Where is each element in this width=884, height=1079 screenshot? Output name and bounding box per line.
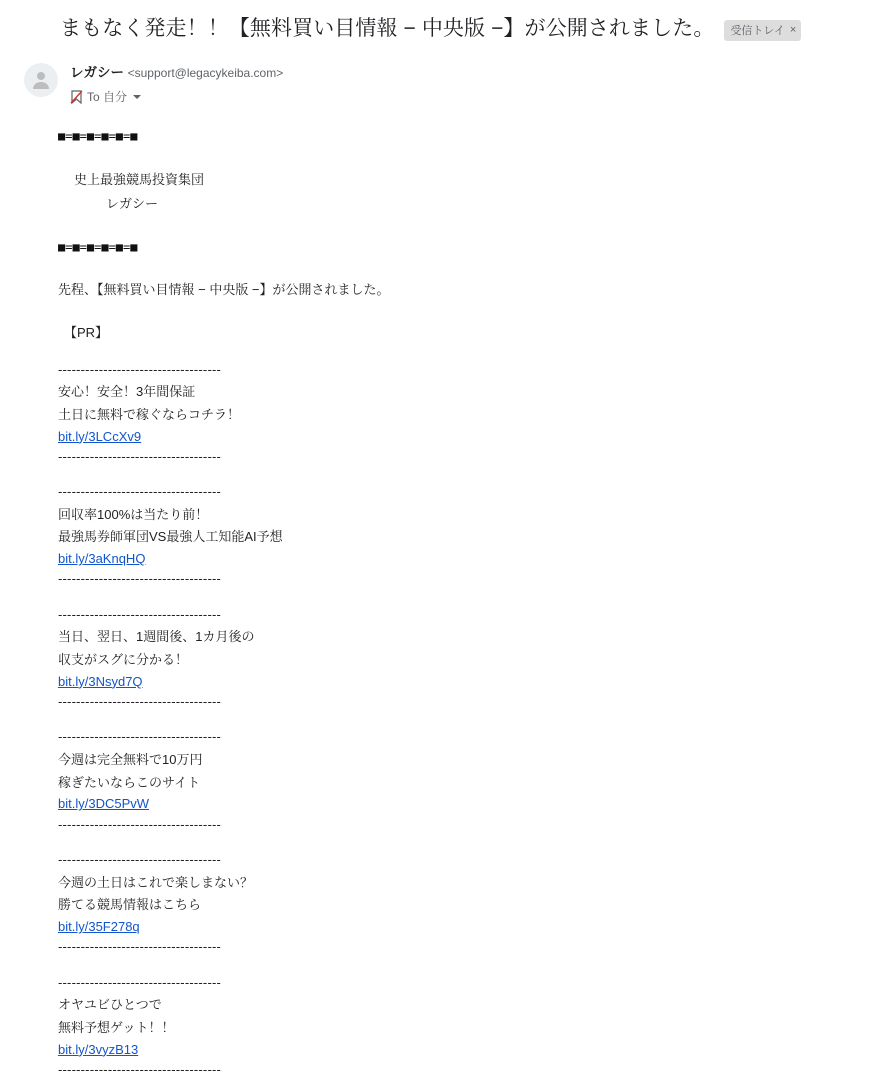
divider: ------------------------------------	[58, 816, 222, 832]
ad-line-1: オヤユビひとつで	[58, 997, 162, 1013]
ad-line-2: 稼ぎたいならこのサイト	[58, 774, 201, 790]
sender-email: <support@legacykeiba.com>	[127, 66, 284, 81]
ad-line-1: 回収率100%は当たり前！	[58, 506, 209, 522]
ad-link[interactable]: bit.ly/3aKnqHQ	[58, 551, 146, 567]
subject-row	[24, 14, 860, 43]
ad-line-2: 収支がスグに分かる！	[58, 652, 189, 668]
divider: ------------------------------------	[58, 693, 222, 709]
list-item	[58, 381, 860, 447]
separator-top: ■=■=■=■=■=■	[58, 129, 138, 144]
list-item	[58, 749, 860, 815]
ad-line-2: 最強馬券師軍団VS最強人工知能AI予想	[58, 529, 283, 545]
list-item	[58, 872, 860, 938]
ad-line-2: 勝てる競馬情報はこちら	[58, 897, 202, 913]
ad-line-1: 今週は完全無料で10万円	[58, 751, 203, 767]
status-badge[interactable]	[724, 20, 801, 41]
divider: ------------------------------------	[58, 939, 222, 955]
email-body	[24, 127, 860, 1079]
divider: ------------------------------------	[58, 484, 222, 500]
divider: ------------------------------------	[58, 729, 222, 745]
ad-line-2: 土日に無料で稼ぐならコチラ！	[58, 406, 241, 422]
close-icon[interactable]: ×	[789, 24, 797, 37]
divider: ------------------------------------	[58, 974, 222, 990]
divider: ------------------------------------	[58, 1061, 222, 1077]
ad-link[interactable]: bit.ly/3DC5PvW	[58, 796, 150, 812]
sender-row	[24, 63, 860, 105]
bookmark-icon	[70, 90, 83, 104]
divider: ------------------------------------	[58, 361, 222, 377]
divider: ------------------------------------	[58, 606, 222, 622]
sender-name: レガシー	[70, 65, 124, 81]
sender-meta	[70, 63, 283, 105]
list-item	[58, 994, 860, 1060]
divider: ------------------------------------	[58, 448, 222, 464]
ad-line-1: 安心！安全！3年間保証	[58, 384, 196, 400]
divider: ------------------------------------	[58, 852, 222, 868]
list-item	[58, 504, 860, 570]
list-item	[58, 626, 860, 692]
ad-link[interactable]: bit.ly/3LCcXv9	[58, 428, 142, 444]
org-header-line1: 史上最強競馬投資集団	[74, 171, 205, 187]
sender-line	[70, 64, 283, 82]
intro-text: 先程、【無料買い目情報 − 中央版 −】が公開されました。	[58, 281, 390, 297]
avatar[interactable]	[24, 63, 58, 97]
chevron-down-icon[interactable]	[133, 95, 141, 99]
ad-line-1: 当日、翌日、1週間後、1カ月後の	[58, 629, 255, 645]
divider: ------------------------------------	[58, 571, 222, 587]
page-title: まもなく発走！！【無料買い目情報 − 中央版 −】が公開されました。	[60, 17, 715, 40]
org-header-line2: レガシー	[106, 196, 159, 212]
ad-link[interactable]: bit.ly/3Nsyd7Q	[58, 673, 143, 689]
separator-bottom: ■=■=■=■=■=■	[58, 240, 138, 255]
recipient-label: To 自分	[87, 90, 128, 105]
ad-line-1: 今週の土日はこれで楽しまない？	[58, 874, 254, 890]
pr-tag: 【PR】	[64, 325, 109, 341]
label-chip-text: 受信トレイ	[730, 25, 785, 38]
ad-link[interactable]: bit.ly/35F278q	[58, 919, 140, 935]
ad-line-2: 無料予想ゲット！！	[58, 1020, 175, 1036]
recipient-line[interactable]	[70, 88, 283, 105]
ad-link[interactable]: bit.ly/3vyzB13	[58, 1041, 139, 1057]
